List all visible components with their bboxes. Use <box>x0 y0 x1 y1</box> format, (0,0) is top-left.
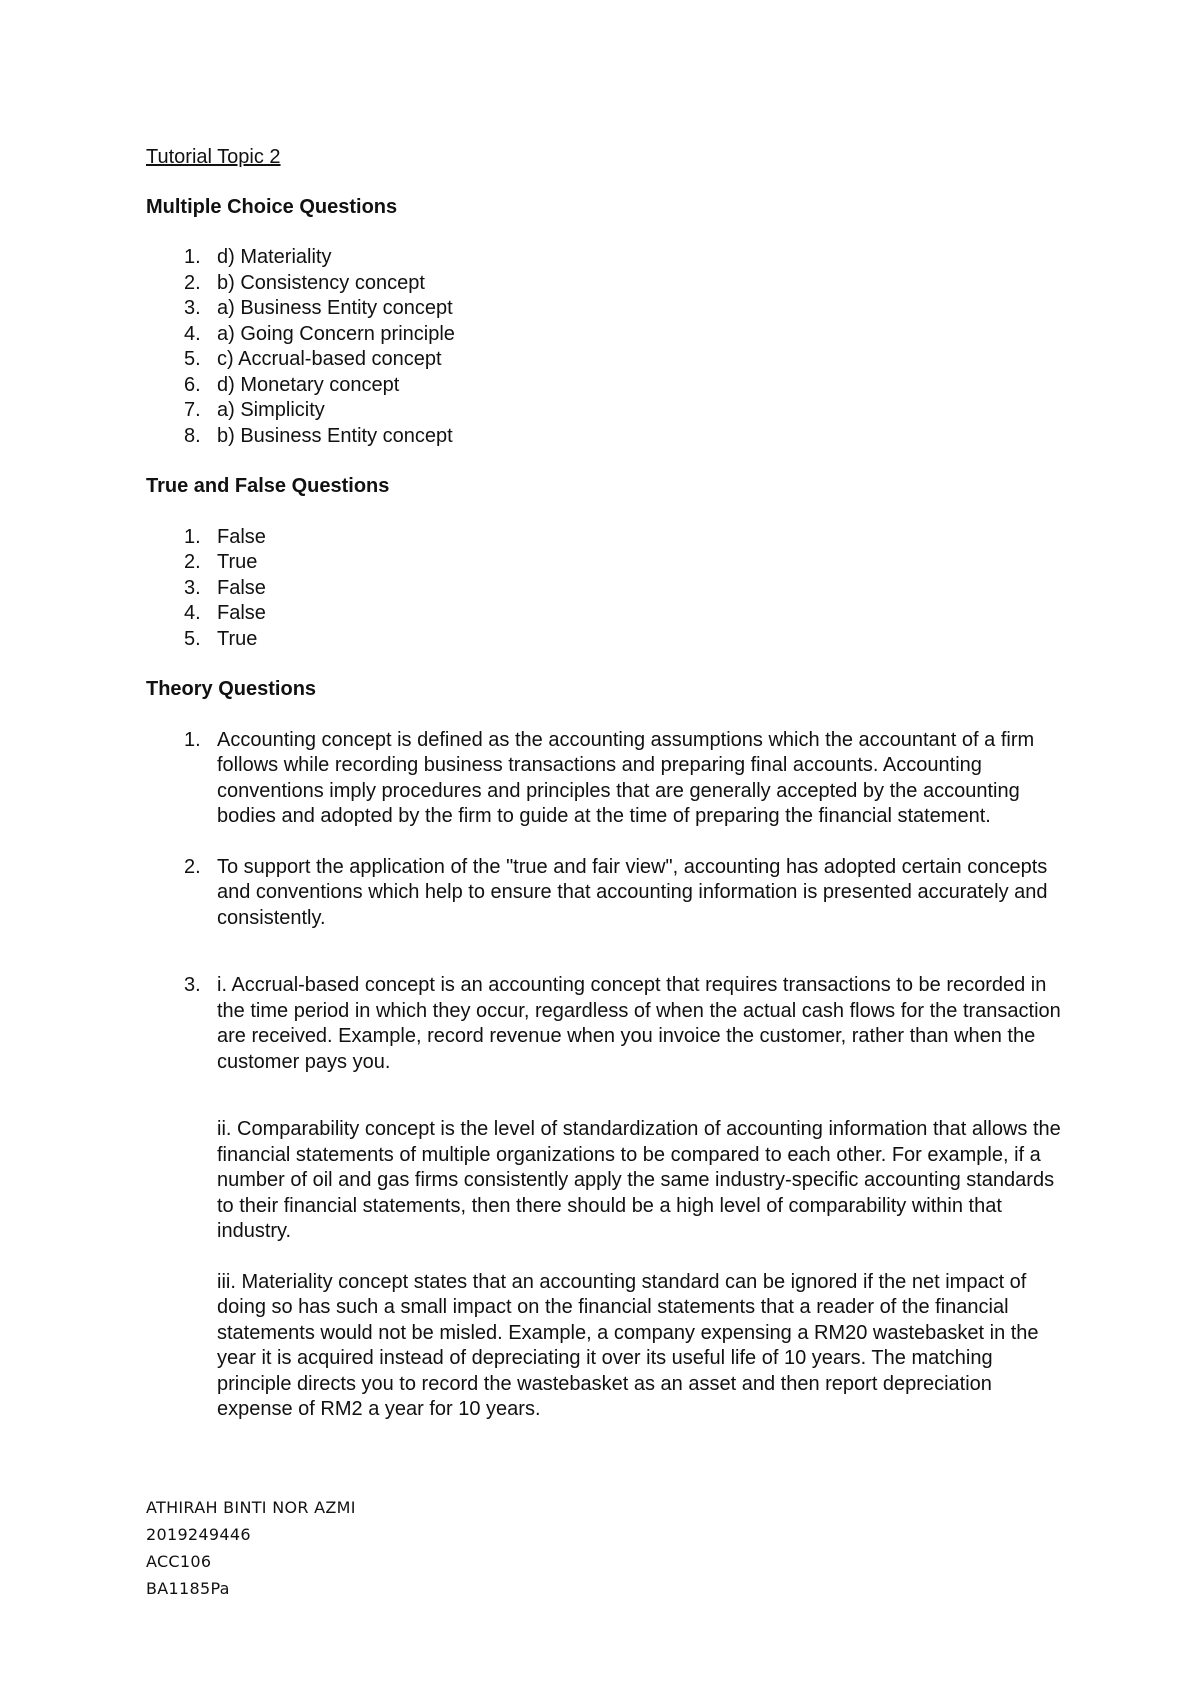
theory-answer-2: To support the application of the "true and fair view", accounting has adopted certain concepts and conventions which help to ensure that accounting information is presented accurately and consistently. <box>217 855 1048 929</box>
list-number: 3. <box>184 974 201 996</box>
student-id: 2019249446 <box>146 1525 251 1544</box>
theory-answer-3-part-i: i. Accrual-based concept is an accounting concept that requires transactions to be recorded in the time period in which they occur, regardless of when the actual cash flows for the transaction are received. Example, record revenue when you invoice the customer, rather than when the customer pays you. <box>217 974 1061 1073</box>
list-item <box>146 296 1066 322</box>
list-number: 5. <box>184 627 201 650</box>
mcq-answer: d) Materiality <box>217 246 332 268</box>
student-info-footer <box>146 1494 356 1602</box>
list-item <box>146 373 1066 399</box>
list-item <box>146 398 1066 424</box>
list-item <box>146 627 1066 653</box>
list-number: 1. <box>184 525 201 548</box>
list-item <box>146 525 1066 551</box>
tf-answer: False <box>217 525 266 548</box>
mcq-list <box>146 245 1066 449</box>
mcq-answer: b) Consistency concept <box>217 271 425 294</box>
list-item <box>146 601 1066 627</box>
mcq-answer: a) Going Concern principle <box>217 322 455 345</box>
list-number: 2. <box>184 271 201 294</box>
list-item <box>146 347 1066 373</box>
list-number: 2. <box>184 551 201 573</box>
mcq-heading: Multiple Choice Questions <box>146 195 398 218</box>
tf-answer: False <box>217 602 266 624</box>
mcq-answer: c) Accrual-based concept <box>217 348 442 370</box>
mcq-answer: a) Business Entity concept <box>217 297 453 319</box>
theory-question-2 <box>146 855 1066 932</box>
list-item <box>146 271 1066 297</box>
list-number: 5. <box>184 348 201 370</box>
tf-list <box>146 525 1066 653</box>
list-item <box>146 550 1066 576</box>
list-item <box>146 576 1066 602</box>
class-group: BA1185Pa <box>146 1579 230 1598</box>
tf-answer: True <box>217 551 258 573</box>
mcq-answer: d) Monetary concept <box>217 373 400 396</box>
theory-question-3 <box>146 973 1066 1423</box>
student-name: ATHIRAH BINTI NOR AZMI <box>146 1498 356 1517</box>
mcq-answer: a) Simplicity <box>217 399 325 421</box>
list-number: 4. <box>184 602 201 624</box>
theory-answer-3-part-iii: iii. Materiality concept states that an accounting standard can be ignored if the net impact of doing so has such a small impact on the financial statements that a reader of the financial statements would not be misled. Example, a company expensing a RM20 wastebasket in the year it is acquired instead of depreciating it over its useful life of 10 years. The matching principle directs you to record the wastebasket as an asset and then report depreciation expense of RM2 a year for 10 years. <box>217 1270 1039 1420</box>
theory-answer-1: Accounting concept is defined as the accounting assumptions which the accountant of a firm follows while recording business transactions and preparing final accounts. Accounting conventions imply procedures and principles that are generally accepted by the accounting bodies and adopted by the firm to guide at the time of preparing the financial statement. <box>217 728 1035 827</box>
course-code: ACC106 <box>146 1552 212 1571</box>
list-number: 1. <box>184 728 201 751</box>
list-number: 6. <box>184 373 201 396</box>
mcq-answer: b) Business Entity concept <box>217 424 453 447</box>
list-number: 8. <box>184 424 201 447</box>
document-content <box>146 145 1066 1423</box>
list-item <box>146 424 1066 450</box>
theory-heading: Theory Questions <box>146 678 317 700</box>
tf-heading: True and False Questions <box>146 475 390 497</box>
list-number: 4. <box>184 322 201 345</box>
theory-answer-3-part-ii: ii. Comparability concept is the level of standardization of accounting information that allows the financial statements of multiple organizations to be compared to each other. For example, if a number of oil and gas firms consistently apply the same industry-specific accounting standards to their financial statements, then there should be a high level of comparability within that industry. <box>217 1118 1061 1242</box>
list-number: 3. <box>184 297 201 319</box>
page-title: Tutorial Topic 2 <box>146 146 281 168</box>
list-number: 2. <box>184 855 201 878</box>
tf-answer: False <box>217 576 266 599</box>
theory-list <box>146 728 1066 1423</box>
list-item <box>146 322 1066 348</box>
list-number: 1. <box>184 246 201 268</box>
theory-question-1 <box>146 728 1066 830</box>
list-number: 3. <box>184 576 201 599</box>
tf-answer: True <box>217 627 258 650</box>
list-item <box>146 245 1066 271</box>
list-number: 7. <box>184 399 201 421</box>
